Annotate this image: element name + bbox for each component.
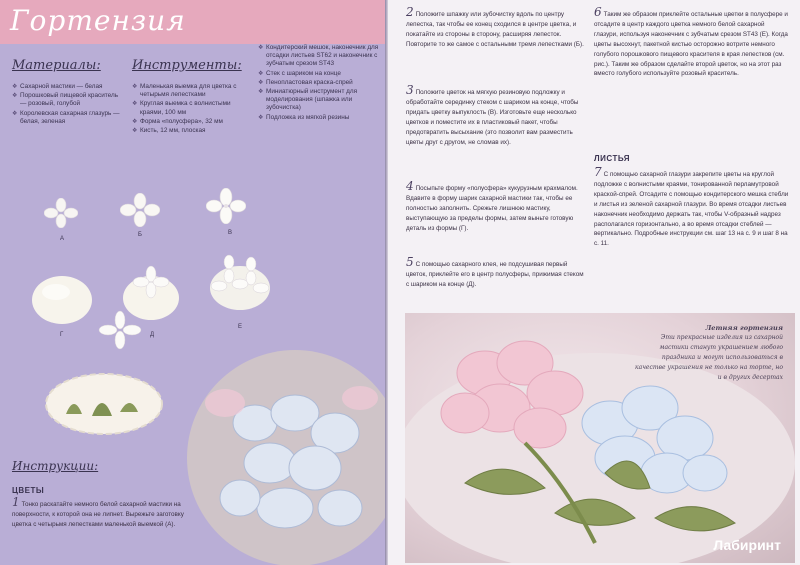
hemisphere-g-icon [30, 270, 94, 326]
list-item: ❖ Миниатюрный инструмент для моделирования (шпажка или зубочистка) [258, 88, 380, 113]
leaves-header: ЛИСТЬЯ [594, 154, 631, 163]
materials-list [12, 83, 122, 127]
finished-hydrangea-photo [405, 313, 795, 563]
figure-label: Д [150, 332, 155, 338]
figure-label: Б [138, 232, 142, 238]
caption-text: Эти прекрасные изделия из сахарной мастики станут украшением любого праздника и могут использоваться в качестве украшения не только на торте, но и в других десертах [635, 334, 783, 381]
step-1: 1 Тонко раскатайте немного белой сахарной мастики на поверхности, к которой она не липнет. Вырежьте заготовку цветка с четырьмя лепестками маленькой выемкой (А). [12, 495, 184, 528]
list-item: ❖ Пенопластовая краска-спрей [258, 79, 380, 87]
step-3: 3 Положите цветок на мягкую резиновую подложку и обработайте серединку стеком с шариком на конце, чтобы придать цветку выпуклость (В). Изготовьте еще несколько цветков и поместите их в пластиковый пакет, чтобы предотвратить высыхание (это позволит вам разместить цветы друг с другом, не сломав их). [406, 83, 579, 146]
figure-label: В [228, 230, 233, 236]
photo-caption [633, 323, 783, 383]
step-7: 7 С помощью сахарной глазури закрепите цветы на круглой подложке с волнистыми краями, тонированной перламутровой краской-спрей. Отсадите с помощью кондитерского мешка стебли и листья из зеленой сахарной глазури. Во время отсадки листьев наконечник необходимо держать так, чтобы V-образный надрез располагался горизонтально, а во время отсадки стеблей — вертикально. Подробные инструкции см. шаг 13 на с. 9 и шаг 8 на с. 11. [594, 165, 789, 248]
flower-cutout-loose-icon [98, 310, 142, 350]
step-number: 2 [406, 5, 414, 19]
watermark-logo: Лабиринт [713, 537, 781, 553]
tools-header: Инструменты: [132, 58, 242, 73]
flower-cutout-a-icon [44, 198, 78, 228]
flower-shaped-b-icon [120, 193, 160, 227]
instructions-header: Инструкции: [12, 459, 99, 473]
step-number: 3 [406, 83, 414, 97]
list-item: ❖ Сахарной мастики — белая [12, 83, 122, 91]
tools-list-col2 [258, 44, 380, 123]
hemisphere-flowers-e-icon [205, 246, 275, 312]
step-number: 1 [12, 495, 20, 509]
hydrangea-closeup-photo [185, 343, 388, 565]
cake-board-with-leaves-icon [44, 372, 164, 436]
list-item: ❖ Круглая выемка с волнистыми краями, 100 мм [132, 100, 250, 116]
list-item: ❖ Королевская сахарная глазурь — белая, зеленая [12, 110, 122, 126]
list-item: ❖ Маленькая выемка для цветка с четырьмя лепестками [132, 83, 250, 99]
figure-label: А [60, 236, 65, 242]
step-5: 5 С помощью сахарного клея, не подсушивая первый цветок, приклейте его в центр полусферы, прижимая стеком с шариком на конце (Д). [406, 255, 584, 288]
materials-header: Материалы: [12, 58, 101, 73]
step-number: 4 [406, 179, 414, 193]
step-4: 4 Посыпьте форму «полусфера» кукурузным крахмалом. Вдавите в форму шарик сахарной мастики так, чтобы ее полностью заполнить. Срежьте лишнюю мастику, выступающую за пределы формы, затем выньте готовую деталь из формы (Г). [406, 179, 578, 232]
tools-list-col1 [132, 83, 250, 136]
step-2: 2 Положите шпажку или зубочистку вдоль по центру лепестка, так чтобы ее конец сходился в центре цветка, и покатайте из стороны в сторону, расширяя лепесток. Повторите то же самое с остальными тремя лепестками (Б). [406, 5, 584, 48]
list-item: ❖ Форма «полусфера», 32 мм [132, 118, 250, 126]
figure-label: Е [238, 324, 243, 330]
figure-label: Г [60, 332, 64, 338]
step-number: 7 [594, 165, 602, 179]
page-title: Гортензия [10, 4, 186, 37]
list-item: ❖ Кисть, 12 мм, плоская [132, 127, 250, 135]
caption-title: Летняя гортензия [705, 324, 783, 332]
step-6: 6 Таким же образом приклейте остальные цветки в полусфере и отсадите в центр каждого цветка немного белой сахарной глазури, используя наконечник с зубчатым срезом ST43 (Е). Когда цветы высохнут, пакетной кистью осторожно вотрите немного голубого порошкового пищевого красителя в края лепестков (см. рис.). Таким же образом сделайте второй цветок, но на этот раз вместо голубого используйте розовый краситель. [594, 5, 788, 78]
list-item: ❖ Кондитерский мешок, наконечник для отсадки листьев ST62 и наконечник с зубчатым срезом ST43 [258, 44, 380, 69]
flowers-header: ЦВЕТЫ [12, 486, 45, 495]
list-item: ❖ Подложка из мягкой резины [258, 114, 380, 122]
list-item: ❖ Порошковый пищевой краситель — розовый, голубой [12, 92, 122, 108]
flower-cupped-v-icon [206, 188, 246, 224]
list-item: ❖ Стек с шариком на конце [258, 70, 380, 78]
step-number: 5 [406, 255, 414, 269]
step-number: 6 [594, 5, 602, 19]
left-page [0, 0, 388, 565]
